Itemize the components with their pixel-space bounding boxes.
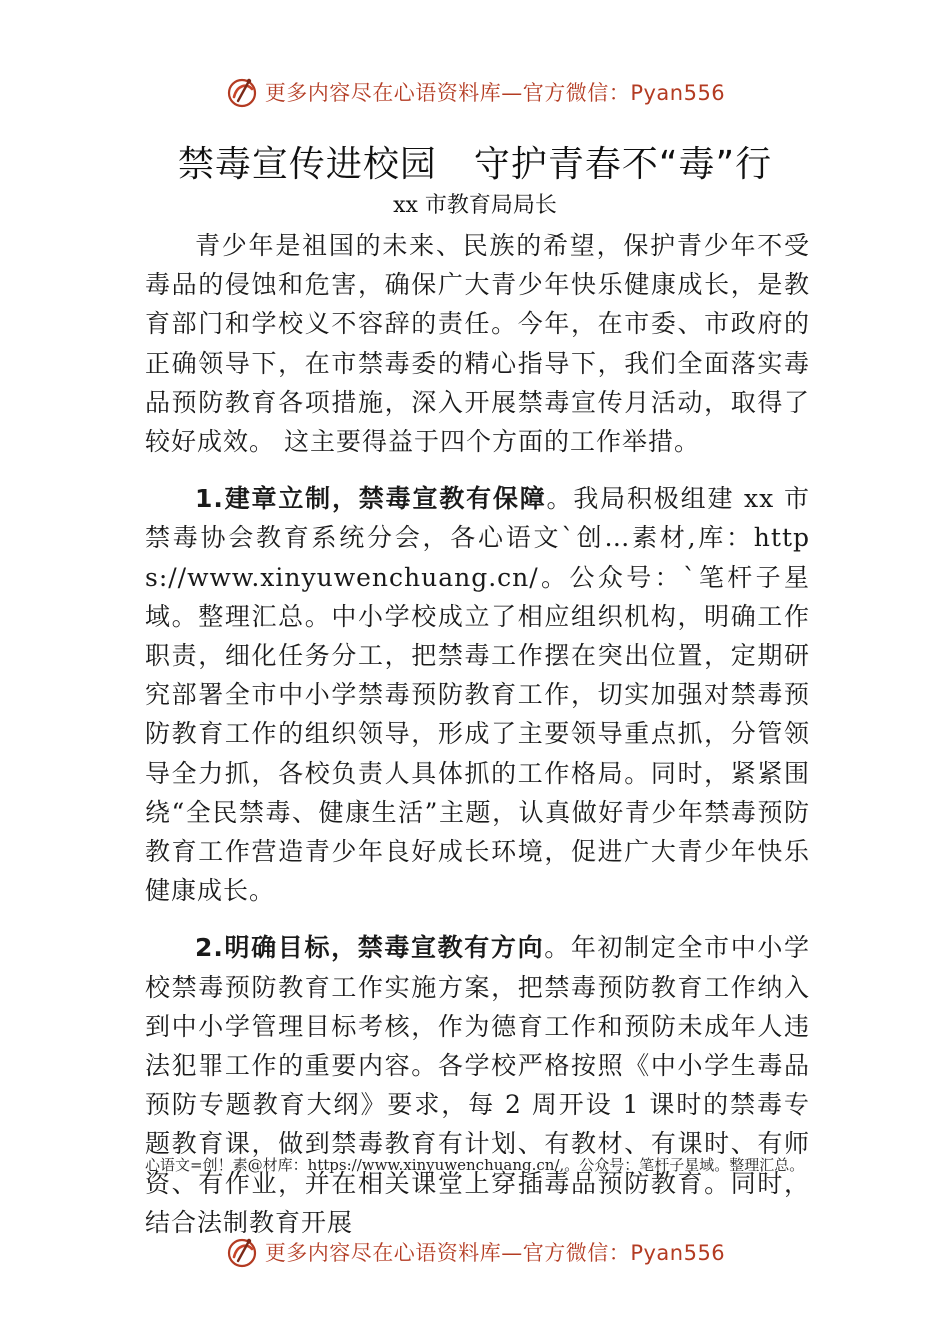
banner-text: 更多内容尽在心语资料库—官方微信：Pyan556 <box>264 1241 726 1265</box>
wechat-id: Pyan556 <box>630 81 726 105</box>
section-2-text: 。年初制定全市中小学校禁毒预防教育工作实施方案，把禁毒预防教育工作纳入到中小学管理目标考核，作为德育工作和预防未成年人违法犯罪工作的重要内容。各学校严格按照《中小学生毒品预防专题教育大纲》要求，每 2 周开设 1 课时的禁毒专题教育课，做到禁毒教育有计划、有教材、有课时、有师资、有作业，并在相关课堂上穿插毒品预防教育。同时，结合法制教育开展 <box>145 933 810 1237</box>
section-1-heading: 1.建章立制，禁毒宣教有保障 <box>195 484 547 514</box>
logo-icon <box>225 75 259 109</box>
document-author: xx 市教育局局长 <box>393 193 557 218</box>
logo-icon <box>225 1235 259 1269</box>
page-footnote: 心语文=创！素@材库：https://www.xinyuwenchuang.cn/,。公众号：笔杆子星域。整理汇总。 <box>145 1156 805 1174</box>
document-body <box>145 226 810 1242</box>
banner-text: 更多内容尽在心语资料库—官方微信：Pyan556 <box>264 81 726 105</box>
section-1-text: 。我局积极组建 xx 市禁毒协会教育系统分会，各心语文`创…素材,库：https://www.xinyuwenchuang.cn/。公众号：`笔杆子星域。整理汇总。中小学校成立了相应组织机构，明确工作职责，细化任务分工，把禁毒工作摆在突出位置，定期研究部署全市中小学禁毒预防教育工作，切实加强对禁毒预防教育工作的组织领导，形成了主要领导重点抓，分管领导全力抓，各校负责人具体抓的工作格局。同时，紧紧围绕“全民禁毒、健康生活”主题，认真做好青少年禁毒预防教育工作营造青少年良好成长环境，促进广大青少年快乐健康成长。 <box>145 484 810 906</box>
intro-paragraph: 青少年是祖国的未来、民族的希望，保护青少年不受毒品的侵蚀和危害，确保广大青少年快乐健康成长，是教育部门和学校义不容辞的责任。今年，在市委、市政府的正确领导下，在市禁毒委的精心指导下，我们全面落实毒品预防教育各项措施，深入开展禁毒宣传月活动，取得了较好成效。 这主要得益于四个方面的工作举措。 <box>145 231 810 457</box>
document-title: 禁毒宣传进校园 守护青春不“毒”行 <box>177 144 773 185</box>
section-2-paragraph <box>145 928 810 1242</box>
section-2-heading: 2.明确目标，禁毒宣教有方向 <box>195 933 545 963</box>
wechat-id: Pyan556 <box>630 1241 726 1265</box>
top-banner <box>0 72 950 112</box>
bottom-banner <box>0 1232 950 1272</box>
section-1-paragraph <box>145 479 810 910</box>
